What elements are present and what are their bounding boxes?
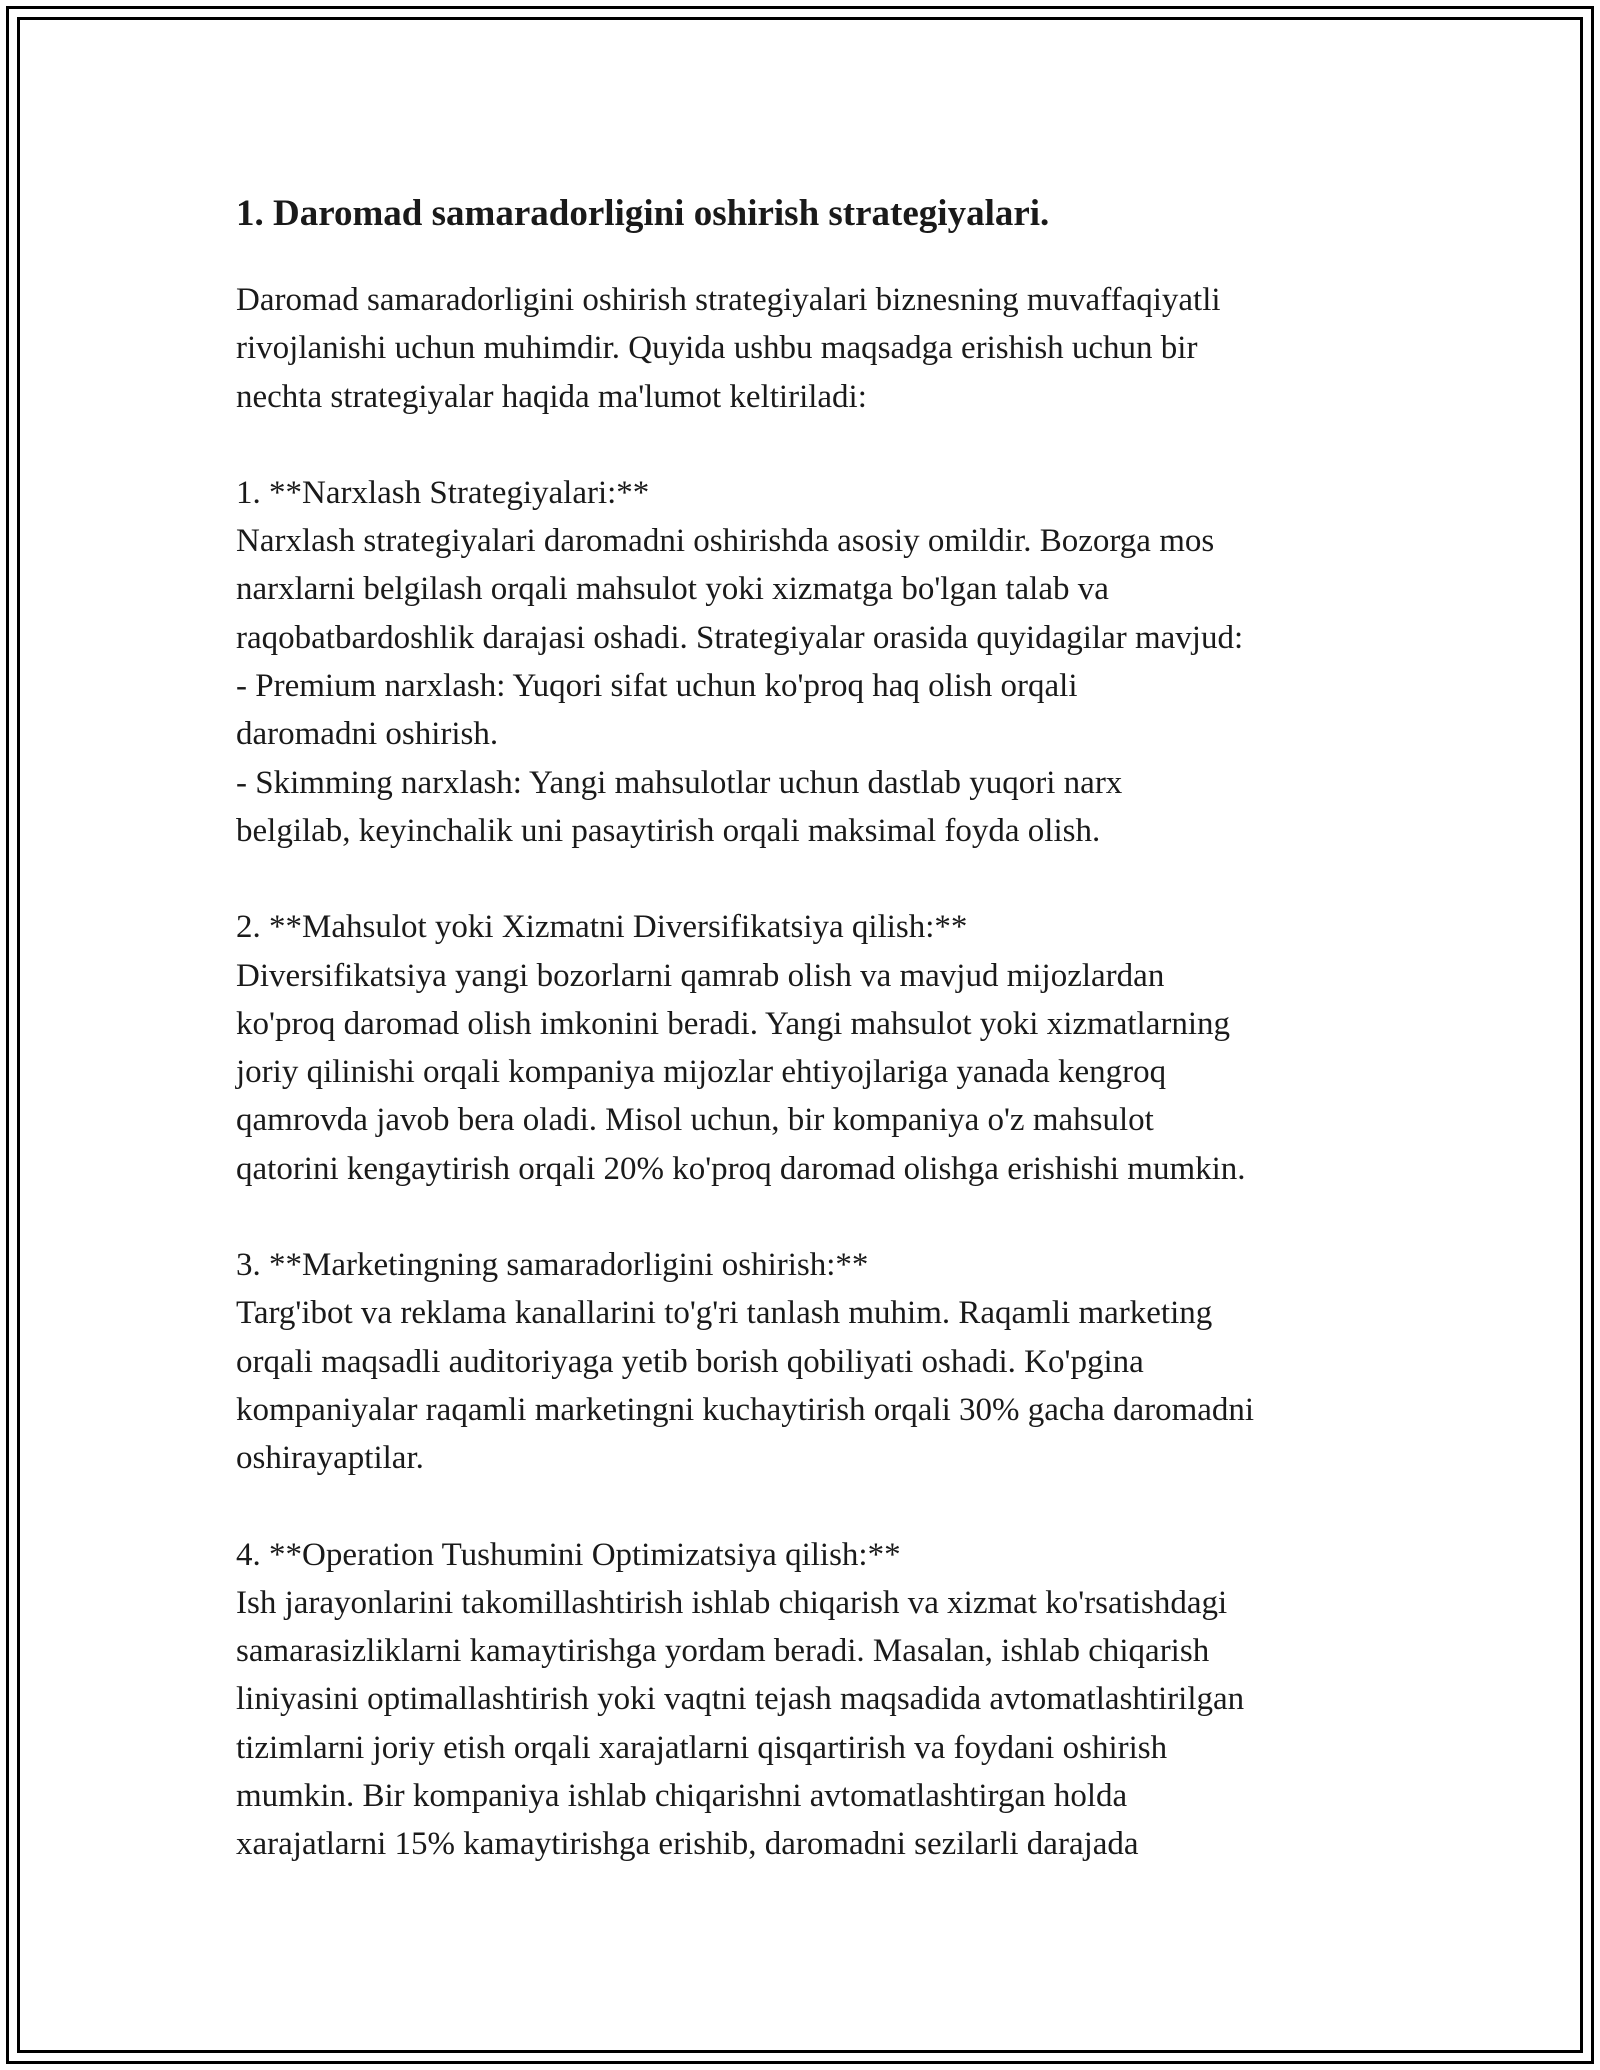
section-pricing-strategies [236, 469, 1386, 855]
document-content [236, 186, 1386, 1917]
section-body: Targ'ibot va reklama kanallarini to'g'ri tanlash muhim. Raqamli marketing orqali maqsadli auditoriyaga yetib borish qobiliyati oshadi. Ko'pgina kompaniyalar raqamli marketingni kuchaytirish orqali 30% gacha daromadni oshirayaptilar. [236, 1295, 1255, 1477]
section-heading: 2. **Mahsulot yoki Xizmatni Diversifikatsiya qilish:** [236, 909, 968, 946]
section-heading: 4. **Operation Tushumini Optimizatsiya qilish:** [236, 1536, 901, 1573]
section-diversification [236, 903, 1386, 1193]
section-body: Narxlash strategiyalari daromadni oshirishda asosiy omildir. Bozorga mos narxlarni belgilash orqali mahsulot yoki xizmatga bo'lgan talab va raqobatbardoshlik darajasi oshadi. Strategiyalar orasida quyidagilar mavjud: - Premium narxlash: Yuqori sifat uchun ko'proq haq olish orqali daromadni oshirish. - Skimming narxlash: Yangi mahsulotlar uchun dastlab yuqori narx belgilab, keyinchalik uni pasaytirish orqali maksimal foyda olish. [236, 523, 1244, 849]
section-body: Diversifikatsiya yangi bozorlarni qamrab olish va mavjud mijozlardan ko'proq daromad olish imkonini beradi. Yangi mahsulot yoki xizmatlarning joriy qilinishi orqali kompaniya mijozlar ehtiyojlariga yanada kengroq qamrovda javob bera oladi. Misol uchun, bir kompaniya o'z mahsulot qatorini kengaytirish orqali 20% ko'proq daromad olishga erishishi mumkin. [236, 957, 1246, 1187]
intro-paragraph: Daromad samaradorligini oshirish strategiyalari biznesning muvaffaqiyatli rivojlanishi uchun muhimdir. Quyida ushbu maqsadga erishish uchun bir nechta strategiyalar haqida ma'lumot keltiriladi: [236, 282, 1221, 415]
section-heading: 3. **Marketingning samaradorligini oshirish:** [236, 1247, 869, 1284]
section-heading: 1. **Narxlash Strategiyalari:** [236, 474, 650, 511]
section-body: Ish jarayonlarini takomillashtirish ishlab chiqarish va xizmat ko'rsatishdagi samarasizliklarni kamaytirishga yordam beradi. Masalan, ishlab chiqarish liniyasini optimallashtirish yoki vaqtni tejash maqsadida avtomatlashtirilgan tizimlarni joriy etish orqali xarajatlarni qisqartirish va foydani oshirish mumkin. Bir kompaniya ishlab chiqarishni avtomatlashtirgan holda xarajatlarni 15% kamaytirishga erishib, daromadni sezilarli darajada [236, 1584, 1245, 1863]
document-title: 1. Daromad samaradorligini oshirish strategiyalari. [236, 193, 1050, 234]
section-marketing-efficiency [236, 1241, 1386, 1482]
section-operation-optimization [236, 1531, 1386, 1869]
